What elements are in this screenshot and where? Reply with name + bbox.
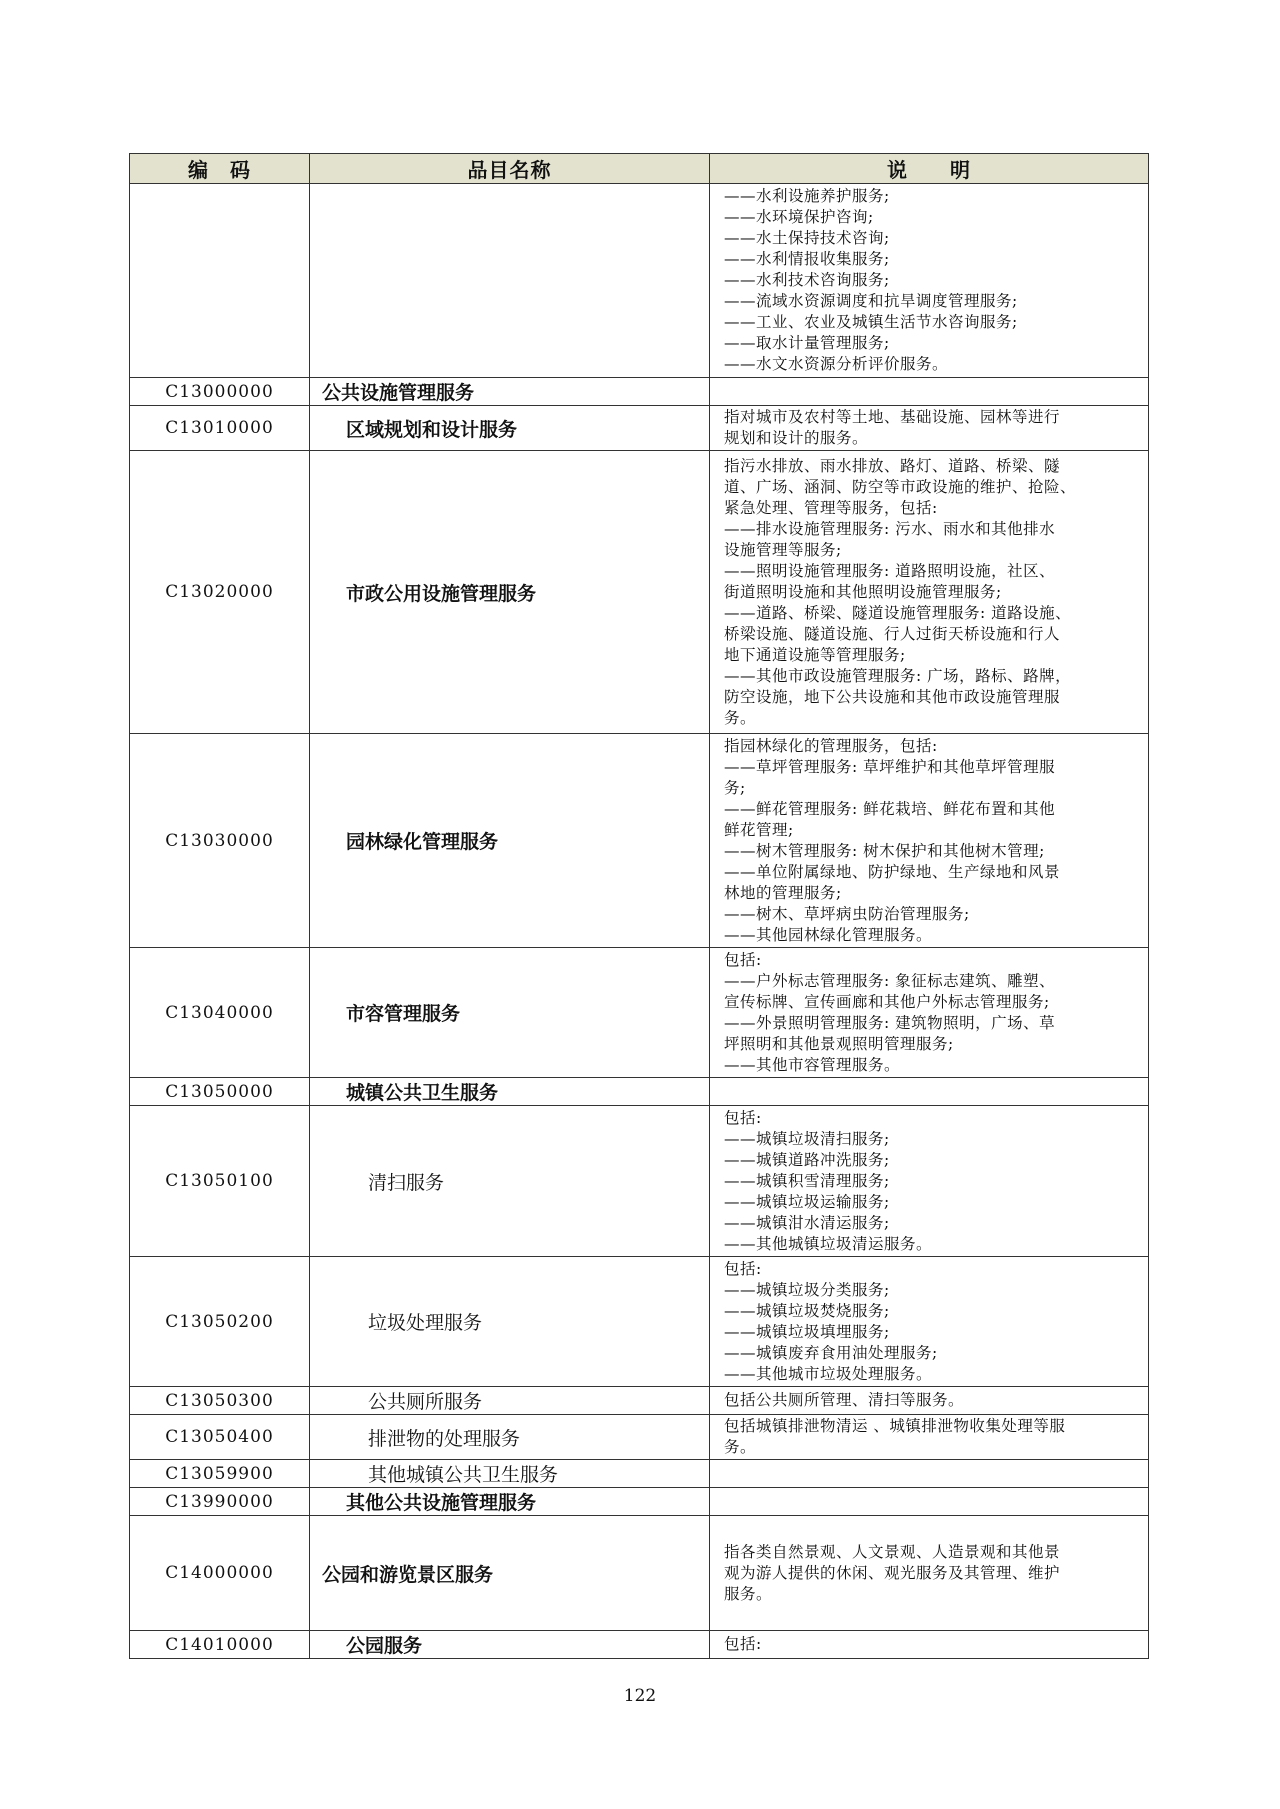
table-row — [130, 184, 1149, 378]
item-name: 园林绿化管理服务 — [310, 734, 710, 948]
item-name: 清扫服务 — [310, 1106, 710, 1257]
description-line: 坪照明和其他景观照明管理服务; — [724, 1034, 954, 1053]
item-code: C13050000 — [130, 1078, 310, 1106]
description-line: ——水文水资源分析评价服务。 — [724, 355, 949, 373]
item-code: C13050100 — [130, 1106, 310, 1257]
description-line: 务。 — [724, 708, 757, 727]
item-code: C13010000 — [130, 406, 310, 451]
description-line: 包括公共厕所管理、清扫等服务。 — [724, 1391, 965, 1409]
item-name — [310, 184, 710, 378]
table-row — [130, 1106, 1149, 1257]
catalog-table — [129, 153, 1149, 1659]
description-line: ——外景照明管理服务: 建筑物照明，广场、草 — [724, 1013, 1056, 1032]
table-row — [130, 1387, 1149, 1415]
description-line: 指污水排放、雨水排放、路灯、道路、桥梁、隧 — [724, 456, 1061, 475]
description-line: ——取水计量管理服务; — [724, 334, 890, 352]
item-name: 市政公用设施管理服务 — [310, 451, 710, 734]
table-row — [130, 1631, 1149, 1659]
description-line: ——城镇垃圾运输服务; — [724, 1192, 890, 1211]
description-line: 指园林绿化的管理服务，包括: — [724, 736, 938, 755]
description-line: ——其他市政设施管理服务: 广场，路标、路牌， — [724, 666, 1072, 685]
description-line: ——树木、草坪病虫防治管理服务; — [724, 904, 970, 923]
table-row — [130, 948, 1149, 1078]
description-line: 鲜花管理; — [724, 820, 794, 839]
description-line: ——城镇积雪清理服务; — [724, 1171, 890, 1190]
item-description — [710, 1106, 1149, 1257]
item-description — [710, 1387, 1149, 1415]
description-line: 紧急处理、管理等服务，包括: — [724, 498, 938, 517]
description-line: ——照明设施管理服务: 道路照明设施，社区、 — [724, 561, 1056, 580]
table-row — [130, 1516, 1149, 1631]
description-line: ——鲜花管理服务: 鲜花栽培、鲜花布置和其他 — [724, 799, 1056, 818]
item-description — [710, 948, 1149, 1078]
item-code: C13020000 — [130, 451, 310, 734]
item-description — [710, 1078, 1149, 1106]
description-line: ——水环境保护咨询; — [724, 208, 874, 226]
table-row — [130, 734, 1149, 948]
description-line: ——城镇垃圾分类服务; — [724, 1280, 890, 1299]
item-description — [710, 1460, 1149, 1488]
description-line: ——草坪管理服务: 草坪维护和其他草坪管理服 — [724, 757, 1056, 776]
description-line: ——其他园林绿化管理服务。 — [724, 925, 933, 944]
description-line: 包括: — [724, 1635, 762, 1653]
header-item-name: 品目名称 — [310, 154, 710, 184]
description-line: ——工业、农业及城镇生活节水咨询服务; — [724, 313, 1018, 331]
description-line: 务; — [724, 778, 746, 797]
description-line: 街道照明设施和其他照明设施管理服务; — [724, 582, 1002, 601]
description-line: ——城镇废弃食用油处理服务; — [724, 1343, 938, 1362]
description-line: ——城镇泔水清运服务; — [724, 1213, 890, 1232]
description-line: ——单位附属绿地、防护绿地、生产绿地和风景 — [724, 862, 1061, 881]
description-line: ——流域水资源调度和抗旱调度管理服务; — [724, 292, 1018, 310]
page-number: 122 — [623, 1686, 657, 1706]
description-line: ——城镇垃圾清扫服务; — [724, 1129, 890, 1148]
description-line: 桥梁设施、隧道设施、行人过街天桥设施和行人 — [724, 624, 1061, 643]
item-name: 公共厕所服务 — [310, 1387, 710, 1415]
item-name: 公共设施管理服务 — [310, 378, 710, 406]
table-row — [130, 1488, 1149, 1516]
description-line: ——城镇道路冲洗服务; — [724, 1150, 890, 1169]
description-line: 指对城市及农村等土地、基础设施、园林等进行 — [724, 408, 1061, 426]
description-line: ——道路、桥梁、隧道设施管理服务: 道路设施、 — [724, 603, 1072, 622]
item-description — [710, 1631, 1149, 1659]
header-description: 说 明 — [710, 154, 1149, 184]
table-row — [130, 1415, 1149, 1460]
item-description — [710, 451, 1149, 734]
description-line: 包括: — [724, 950, 762, 969]
description-line: 设施管理等服务; — [724, 540, 842, 559]
description-line: ——水利技术咨询服务; — [724, 271, 890, 289]
item-code: C13040000 — [130, 948, 310, 1078]
description-line: ——城镇垃圾焚烧服务; — [724, 1301, 890, 1320]
description-line: 宣传标牌、宣传画廊和其他户外标志管理服务; — [724, 992, 1050, 1011]
item-code: C13050200 — [130, 1257, 310, 1387]
item-name: 区域规划和设计服务 — [310, 406, 710, 451]
description-line: 观为游人提供的休闲、观光服务及其管理、维护 — [724, 1563, 1061, 1582]
description-line: 包括城镇排泄物清运 、城镇排泄物收集处理等服 — [724, 1417, 1066, 1435]
item-description — [710, 1415, 1149, 1460]
item-description — [710, 378, 1149, 406]
description-line: ——户外标志管理服务: 象征标志建筑、雕塑、 — [724, 971, 1056, 990]
table-row — [130, 1078, 1149, 1106]
item-code — [130, 184, 310, 378]
item-name: 其他城镇公共卫生服务 — [310, 1460, 710, 1488]
table-row — [130, 378, 1149, 406]
description-line: 道、广场、涵洞、防空等市政设施的维护、抢险、 — [724, 477, 1077, 496]
table-row — [130, 1257, 1149, 1387]
header-code: 编 码 — [130, 154, 310, 184]
item-name: 垃圾处理服务 — [310, 1257, 710, 1387]
item-code: C13990000 — [130, 1488, 310, 1516]
item-description — [710, 734, 1149, 948]
item-description — [710, 1516, 1149, 1631]
item-code: C13030000 — [130, 734, 310, 948]
item-name: 市容管理服务 — [310, 948, 710, 1078]
item-description — [710, 184, 1149, 378]
table-row — [130, 406, 1149, 451]
item-code: C13000000 — [130, 378, 310, 406]
item-code: C13050400 — [130, 1415, 310, 1460]
description-line: ——排水设施管理服务: 污水、雨水和其他排水 — [724, 519, 1056, 538]
description-line: ——水利设施养护服务; — [724, 187, 890, 205]
description-line: 规划和设计的服务。 — [724, 429, 869, 447]
description-line: 务。 — [724, 1438, 757, 1456]
item-name: 其他公共设施管理服务 — [310, 1488, 710, 1516]
description-line: 服务。 — [724, 1584, 773, 1603]
table-body — [130, 184, 1149, 1659]
item-code: C13059900 — [130, 1460, 310, 1488]
table-header-row — [130, 154, 1149, 184]
description-line: ——水土保持技术咨询; — [724, 229, 890, 247]
description-line: ——树木管理服务: 树木保护和其他树木管理; — [724, 841, 1045, 860]
item-description — [710, 1257, 1149, 1387]
description-line: ——其他城镇垃圾清运服务。 — [724, 1234, 933, 1253]
item-name: 公园和游览景区服务 — [310, 1516, 710, 1631]
description-line: 防空设施，地下公共设施和其他市政设施管理服 — [724, 687, 1061, 706]
item-description — [710, 1488, 1149, 1516]
description-line: ——其他城市垃圾处理服务。 — [724, 1364, 933, 1383]
description-line: 包括: — [724, 1259, 762, 1278]
description-line: 地下通道设施等管理服务; — [724, 645, 906, 664]
item-code: C14010000 — [130, 1631, 310, 1659]
description-line: 包括: — [724, 1108, 762, 1127]
item-description — [710, 406, 1149, 451]
description-line: ——水利情报收集服务; — [724, 250, 890, 268]
table-row — [130, 451, 1149, 734]
item-name: 城镇公共卫生服务 — [310, 1078, 710, 1106]
item-name: 排泄物的处理服务 — [310, 1415, 710, 1460]
description-line: ——城镇垃圾填埋服务; — [724, 1322, 890, 1341]
item-code: C13050300 — [130, 1387, 310, 1415]
table-row — [130, 1460, 1149, 1488]
item-code: C14000000 — [130, 1516, 310, 1631]
description-line: 林地的管理服务; — [724, 883, 842, 902]
item-name: 公园服务 — [310, 1631, 710, 1659]
description-line: 指各类自然景观、人文景观、人造景观和其他景 — [724, 1542, 1061, 1561]
description-line: ——其他市容管理服务。 — [724, 1055, 901, 1074]
